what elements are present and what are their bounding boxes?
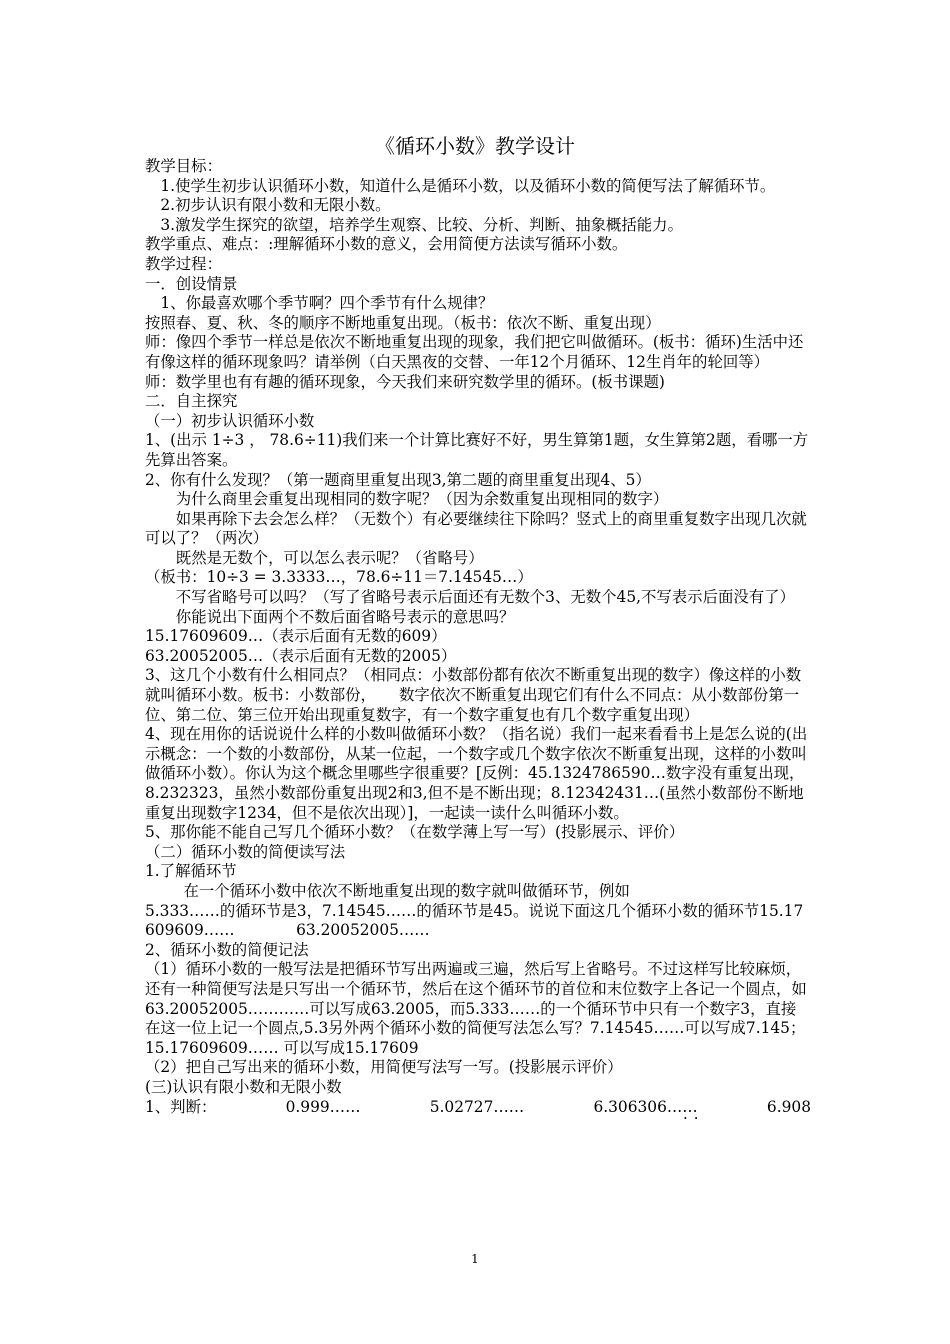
document-body	[145, 157, 811, 1127]
paragraph: 1、(出示 1÷3 ， 78.6÷11)我们来一个计算比赛好不好，男生算第1题，女生算第2题，看哪一方先算出答案。	[145, 431, 809, 469]
paragraph: 15.17609609…（表示后面有无数的609）	[145, 627, 447, 646]
repeat-dots-icon: ··	[683, 1108, 705, 1127]
judge-item: 5.02727……	[429, 1097, 525, 1116]
section-1-heading: 一．创设情景	[145, 274, 238, 293]
objective-2: 2.初步认识有限小数和无限小数。	[160, 196, 391, 215]
paragraph: 2、循环小数的简便记法	[145, 940, 309, 959]
document-title: 《循环小数》教学设计	[375, 134, 575, 158]
paragraph: 师：像四个季节一样总是依次不断地重复出现的现象，我们把它叫做循环。(板书：循环)生活中还有像这样的循环现象吗？请举例（白天黑夜的交替、一年12个月循环、12生肖年的轮回等）	[145, 333, 804, 371]
section-2-heading: 二．自主探究	[145, 392, 238, 411]
objective-3: 3.激发学生探究的欲望，培养学生观察、比较、分析、判断、抽象概括能力。	[160, 215, 683, 234]
paragraph: 5.333……的循环节是3，7.14545……的循环节是45。说说下面这几个循环小数的循环节15.17609609…… 63.20052005……	[145, 901, 804, 940]
paragraph: 15.17609609…… 可以写成15.17609	[145, 1038, 419, 1057]
paragraph: 不写省略号可以吗？（写了省略号表示后面还有无数个3、无数个45,不写表示后面没有了）	[175, 588, 795, 607]
subsection-heading: (三)认识有限小数和无限小数	[145, 1077, 342, 1096]
paragraph: 你能说出下面两个不数后面省略号表示的意思吗？	[175, 607, 515, 626]
paragraph: （2）把自己写出来的循环小数，用简便写法写一写。(投影展示评价）	[145, 1058, 623, 1077]
paragraph: （板书：10÷3 = 3.3333…，78.6÷11＝7.14545…）	[145, 568, 533, 587]
judge-item: 6.908	[766, 1097, 811, 1116]
paragraph: 师：数学里也有有趣的循环现象，今天我们来研究数学里的循环。(板书课题)	[145, 372, 665, 391]
subsection-heading: （二）循环小数的简便读写法	[145, 842, 346, 861]
judge-label: 1、判断：	[145, 1097, 217, 1116]
heading-objectives: 教学目标：	[145, 157, 222, 175]
heading-process: 教学过程：	[145, 254, 222, 273]
objective-1: 1.使学生初步认识循环小数，知道什么是循环小数，以及循环小数的简便写法了解循环节。	[160, 176, 776, 195]
paragraph: （1）循环小数的一般写法是把循环节写出两遍或三遍，然后写上省略号。不过这样写比较麻烦，还有一种简便写法是只写出一个循环节，然后在这个循环节的首位和末位数字上各记一个圆点，如 63.20052005…………可以写成63.2005，而5.333……的一个循环节中只有一个数字3，直接在这一位上记一个圆点,5.3另外两个循环小数的简便写法怎么写？7.14545……可以写成7.145；	[145, 960, 807, 1038]
paragraph: 63.20052005…（表示后面有无数的2005）	[145, 646, 457, 665]
judge-item: 0.999……	[285, 1097, 361, 1116]
paragraph: 1.了解循环节	[145, 862, 237, 881]
paragraph: 3、这几个小数有什么相同点？（相同点：小数部份都有依次不断重复出现的数字）像这样的小数就叫循环小数。板书：小数部份， 数字依次不断重复出现它们有什么不同点：从小数部份第一位、第二位、第三位开始出现重复数字，有一个数字重复也有几个数字重复出现）	[145, 666, 802, 724]
paragraph: 1、你最喜欢哪个季节啊？四个季节有什么规律？	[160, 294, 494, 313]
paragraph: 5、那你能不能自己写几个循环小数？（在数学薄上写一写）(投影展示、评价）	[145, 823, 685, 842]
key-points: 教学重点、难点：:理解循环小数的意义，会用简便方法读写循环小数。	[145, 235, 628, 254]
judge-row	[145, 1097, 811, 1127]
paragraph: 按照春、夏、秋、冬的顺序不断地重复出现。（板书：依次不断、重复出现）	[145, 313, 661, 332]
paragraph: 4、现在用你的话说说什么样的小数叫做循环小数？（指名说）我们一起来看看书上是怎么说的(出示概念：一个数的小数部份，从某一位起，一个数字或几个数字依次不断重复出现，这样的小数叫做循环小数）。你认为这个概念里哪些字很重要？[反例：45.1324786590…数字没有重复出现，8.232323，虽然小数部份重复出现2和3,但不是不断出现；8.12342431…(虽然小数部份不断地重复出现数字1234，但不是依次出现）]，一起读一读什么叫循环小数。	[145, 725, 808, 822]
subsection-heading: （一）初步认识循环小数	[145, 411, 315, 430]
paragraph: 既然是无数个，可以怎么表示呢？（省略号）	[175, 548, 484, 567]
paragraph: 在一个循环小数中依次不断地重复出现的数字就叫做循环节，例如	[183, 881, 630, 900]
paragraph: 2、你有什么发现？（第一题商里重复出现3,第二题的商里重复出现4、5）	[145, 470, 651, 489]
page-number: 1	[471, 1252, 479, 1266]
paragraph: 为什么商里会重复出现相同的数字呢？（因为余数重复出现相同的数字）	[175, 490, 669, 509]
paragraph: 如果再除下去会怎么样？（无数个）有必要继续往下除吗？竖式上的商里重复数字出现几次就可以了？（两次）	[145, 509, 807, 548]
judge-item: 6.306306……	[593, 1097, 698, 1116]
